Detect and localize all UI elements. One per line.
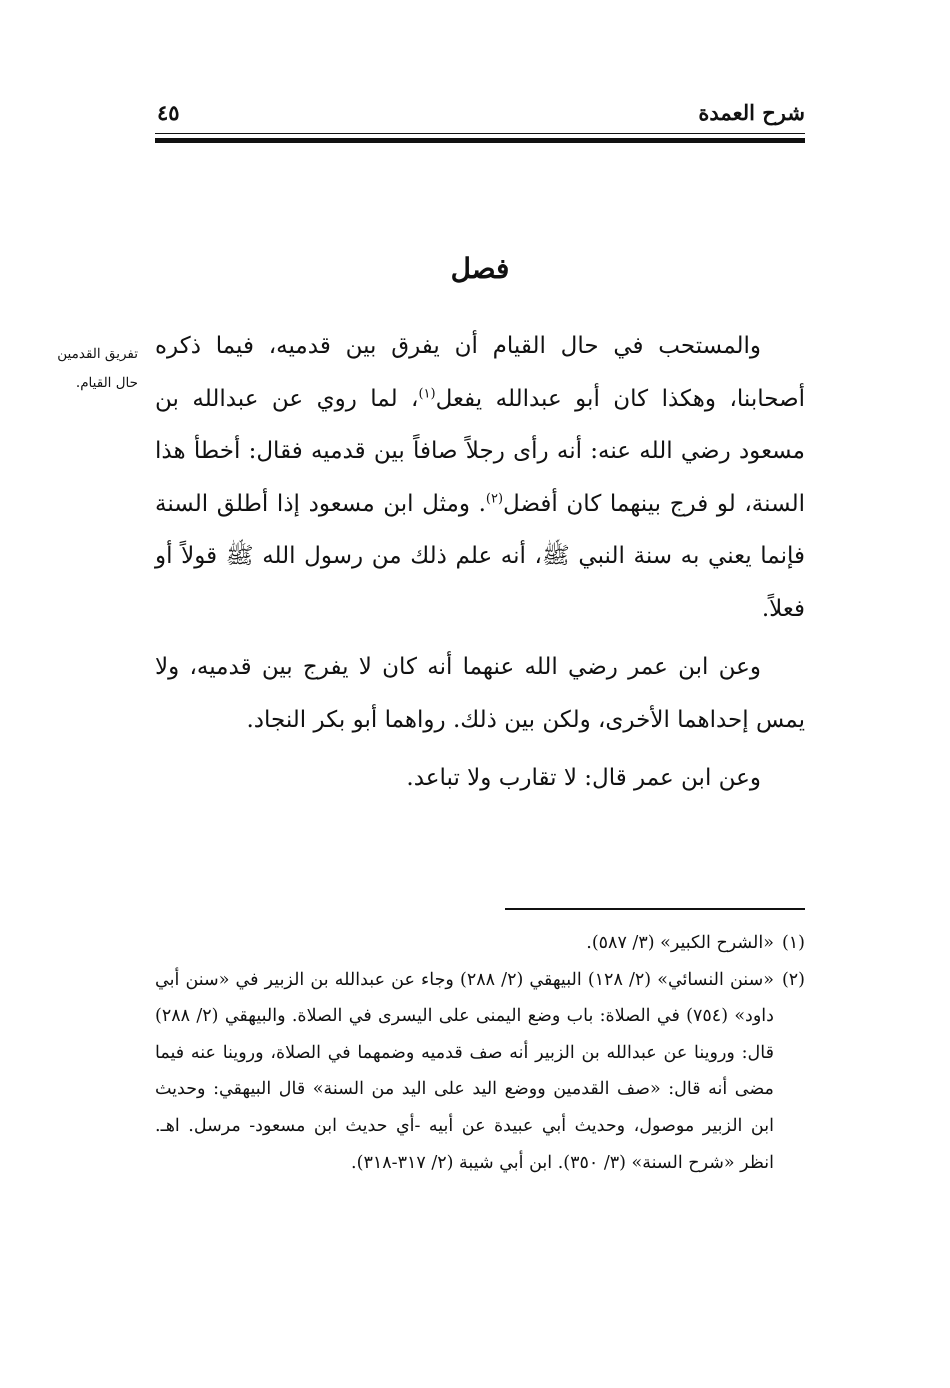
paragraph-text: والمستحب في حال القيام أن يفرق بين قدميه، فيما ذكره أصحابنا، وهكذا كان أبو عبدالله يفعل [155,333,805,412]
footnote-marker: (١) [781,933,805,953]
running-head [155,96,805,130]
margin-note-line: حال القيام. [75,375,138,391]
page-number: ٤٥ [157,100,180,125]
paragraph: وعن ابن عمر رضي الله عنهما أنه كان لا يفرج بين قدميه، ولا يمس إحداهما الأخرى، ولكن بين ذلك. رواهما أبو بكر النجاد. [155,654,805,733]
margin-note [26,340,138,398]
footnote-text: «سنن النسائي» (٢/ ١٢٨) البيهقي (٢/ ٢٨٨) وجاء عن عبدالله بن الزبير في «سنن أبي داود» (٧٥٤) في الصلاة: باب وضع اليمنى على اليسرى في الصلاة. والبيهقي (٢/ ٢٨٨) قال: وروينا عن عبدالله بن الزبير أنه صف قدميه وضمهما في الصلاة، وروينا عنه فيما مضى أنه قال: «صف القدمين ووضع اليد على اليد من السنة» قال البيهقي: وحديث ابن الزبير موصول، وحديث أبي عبيدة عن أبيه -أي حديث ابن مسعود- مرسل. اهـ. انظر «شرح السنة» (٣/ ٣٥٠). ابن أبي شيبة (٢/ ٣١٧-٣١٨). [155,969,774,1173]
margin-note-line: تفريق القدمين [57,346,138,362]
footnote [155,925,805,962]
body-text [155,320,805,805]
section-heading: فصل [450,252,510,285]
footnote-marker: (٢) [781,969,805,990]
paragraph: وعن ابن عمر قال: لا تقارب ولا تباعد. [406,765,761,791]
footnote-reference[interactable]: (٢) [485,490,504,506]
footnotes [155,925,805,1181]
header-rule-thin [155,133,805,134]
footnote-reference[interactable]: (١) [418,385,436,401]
paragraph-text: ، لما روي عن عبدالله بن مسعود رضي الله عنه: أنه رأى رجلاً صافاً بين قدميه فقال: أخطأ هذا السنة، لو فرج بينهما كان أفضل [155,385,805,517]
paragraph [155,320,805,635]
footnote-separator [505,908,805,910]
footnote-text: «الشرح الكبير» (٣/ ٥٨٧). [586,933,774,953]
book-title: شرح العمدة [698,100,805,125]
paragraph-text: . ومثل ابن مسعود إذا أطلق السنة فإنما يعني به سنة النبي ﷺ، أنه علم ذلك من رسول الله ﷺ قولاً أو فعلاً. [155,490,805,622]
header-rule-thick [155,138,805,143]
footnote [155,962,805,1182]
